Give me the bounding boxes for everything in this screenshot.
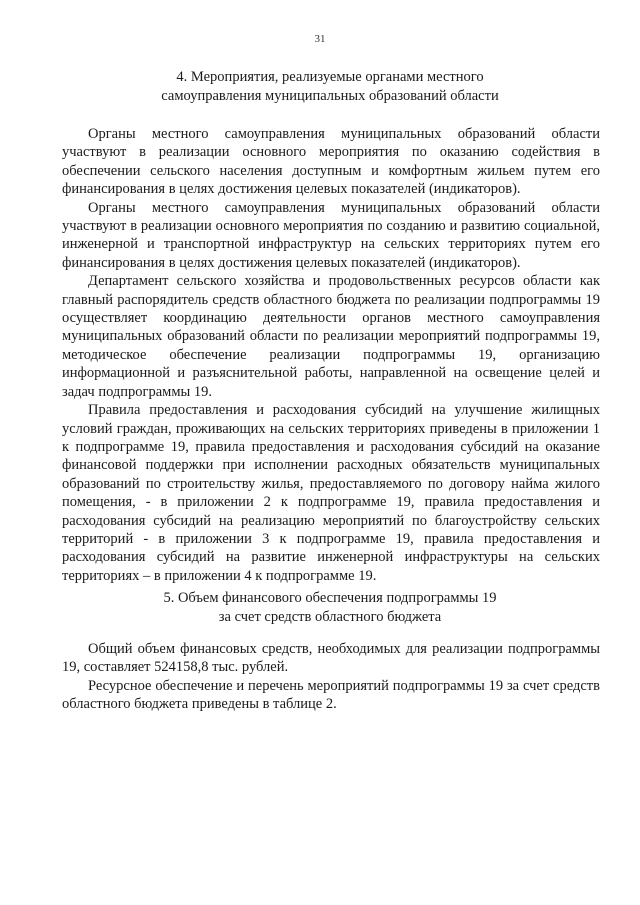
section-4-heading-line-1: 4. Мероприятия, реализуемые органами местного [176,69,484,85]
section-4-paragraph: Органы местного самоуправления муниципальных образований области участвуют в реализации основного мероприятия по оказанию содействия в обеспечении сельского населения доступным и комфортным жильем путем его финансирования в целях достижения целевых показателей (индикаторов). [62,126,600,198]
section-4-body [62,125,600,585]
section-5-body [62,640,600,714]
section-4-heading [60,68,600,106]
section-4-paragraph: Правила предоставления и расходования субсидий на улучшение жилищных условий граждан, проживающих на сельских территориях приведены в приложении 1 к подпрограмме 19, правила предоставления и расходования субсидий на оказание финансовой поддержки при исполнении расходных обязательств муниципальных образований по строительству жилья, предоставляемого по договору найма жилого помещения, - в приложении 2 к подпрограмме 19, правила предоставления и расходования субсидий на реализацию мероприятий по благоустройству сельских территорий - в приложении 3 к подпрограмме 19, правила предоставления и расходования субсидий на развитие инженерной инфраструктуры на сельских территориях – в приложении 4 к подпрограмме 19. [62,402,600,584]
section-5-paragraph: Общий объем финансовых средств, необходимых для реализации подпрограммы 19, составляет 524158,8 тыс. рублей. [62,641,600,676]
section-5-paragraph: Ресурсное обеспечение и перечень мероприятий подпрограммы 19 за счет средств областного бюджета приведены в таблице 2. [62,677,600,713]
page-number: 31 [314,33,326,45]
section-4-paragraph: Органы местного самоуправления муниципальных образований области участвуют в реализации основного мероприятия по созданию и развитию социальной, инженерной и транспортной инфраструктур на сельских территориях путем его финансирования в целях достижения целевых показателей (индикаторов). [62,199,600,271]
section-4-paragraph: Департамент сельского хозяйства и продовольственных ресурсов области как главный распорядитель средств областного бюджета по реализации подпрограммы 19 осуществляет координацию деятельности органов местного самоуправления муниципальных образований области по реализации мероприятий подпрограммы 19, методическое обеспечение реализации подпрограммы 19, организацию информационной и разъяснительной работы, направленной на освещение целей и задач подпрограммы 19. [62,273,600,400]
section-5-heading-line-2: за счет средств областного бюджета [218,609,442,625]
section-4-heading-line-2: самоуправления муниципальных образований области [161,88,499,104]
section-5-heading [60,589,600,627]
section-5-heading-line-1: 5. Объем финансового обеспечения подпрограммы 19 [163,590,497,606]
